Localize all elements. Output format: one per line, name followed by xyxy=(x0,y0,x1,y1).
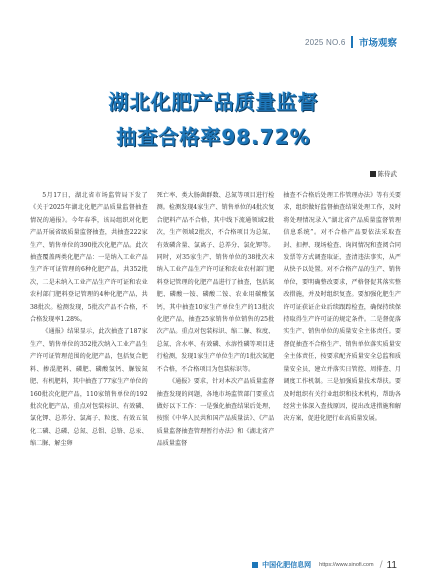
text-column-3 xyxy=(283,190,401,526)
author-byline xyxy=(370,169,398,178)
article-body xyxy=(30,190,401,526)
text-column-2 xyxy=(157,190,275,526)
page-header xyxy=(305,32,397,52)
article-title-line1: 湖北化肥产品质量监督 xyxy=(108,90,319,114)
paragraph: 抽查不合格后处理工作管理办法》等有关要求，组织做好监督抽查结果处理工作，及时将处理情况录入“湖北省产品质量监督管理信息系统”。对不合格产品要依法采取查封、扣押、现场检查、询问情况和查阅合同发票等方式调查取证，查清违法事实，从严从快予以处置。对不合格产品的生产、销售单位，要明确整改要求，严格督促其落实整改措施，并及时组织复查。要加强化肥生产许可证获证企业后续跟踪检查，确保持续保持取得生产许可证的规定条件。二是督促落实生产、销售单位的质量安全主体责任。要督促抽查不合格生产、销售单位落实质量安全主体责任，按要求配齐质量安全总监和质量安全员，建立并落实日管控、周排查、月调度工作机制。三是加强质量技术帮扶。要及时组织有关行业组织和技术机构，帮助各经营主体深入查找原因，提出改进措施和解决方案，促进化肥行业高质量发展。 xyxy=(283,192,402,423)
author-square-icon xyxy=(370,171,376,177)
paragraph: 5月17日，湖北省市场监管局下发了《关于2025年湖北化肥产品质量监督抽查情况的通报》。今年春季，该局组织对化肥产品开展省级质量监督抽查，共抽查222家生产、销售单位的390批次化肥产品。此次抽查覆盖两类化肥产品：一是纳入工业产品生产许可证管理的6种化肥产品，共352批次，二是未纳入工业产品生产许可证和农业农村部门肥料登记管理的4种化肥产品，共38批次。检测发现，5批次产品不合格，不合格发现率1.28%。 xyxy=(30,192,148,324)
footer-divider: / xyxy=(379,560,383,570)
page-footer xyxy=(252,558,397,572)
footer-publication-name: 中国化肥信息网 xyxy=(262,561,312,569)
section-label: 市场观察 xyxy=(358,38,397,49)
paragraph: 《通报》要求，针对本次产品质量监督抽查发现的问题，各地市场监管部门要重点做好以下工作：一是强化抽查结果后处理，按照《中华人民共和国产品质量法》、《产品质量监督抽查管理暂行办法》和《湖北省产品质量监督 xyxy=(156,378,275,448)
author-name: 陈侍武 xyxy=(377,170,397,178)
footer-url: https://www.sinofi.com xyxy=(319,562,374,568)
issue-number: 2025 NO.6 xyxy=(304,37,346,47)
article-title-line2: 抽查合格率98.72% xyxy=(116,125,311,149)
paragraph: 死亡率、类大肠菌群数、总氮等项目进行检测。检测发现4家生产、销售单位的4批次复合肥料产品不合格，其中线下流通领域2批次，生产领域2批次，不合格项目为总氮、有效磷含量、氯离子、总养分、氯化钾等。同时，对35家生产、销售单位的38批次未纳入工业产品生产许可证和农业农村部门肥料登记管理的化肥产品进行了抽查，包括氮肥、磷酸一铵、磷酸二铵、农业用碳酸氢钙，其中抽查10家生产单位生产的13批次化肥产品，抽查25家销售单位销售的25批次产品。重点对包装标识、缩二脲、粒度、总氮、含水率、有效磷、水溶性磷等项目进行检测，发现1家生产单位生产的1批次氮肥不合格，不合格项目为包装标识等。 xyxy=(156,192,275,373)
text-column-1 xyxy=(30,190,148,526)
paragraph: 《通报》结果显示，此次抽查了187家生产、销售单位的352批次纳入工业产品生产许可证管理范围的化肥产品，包括复合肥料、掺混肥料、磷肥、磷酸氢钙、脲铵氮肥、有机肥料，其中抽查了77家生产单位的160批次化肥产品，110家销售单位的192批次化肥产品，重点对包装标识、有效磷、氯化钾、总养分、氯离子、粒度、有效五氧化二磷、总磷、总氮、总钼、总铬、总汞、缩二脲、解尘卵 xyxy=(30,328,148,448)
page-number: 11 xyxy=(386,559,397,571)
header-divider xyxy=(351,36,353,48)
footer-square-icon xyxy=(252,562,258,568)
